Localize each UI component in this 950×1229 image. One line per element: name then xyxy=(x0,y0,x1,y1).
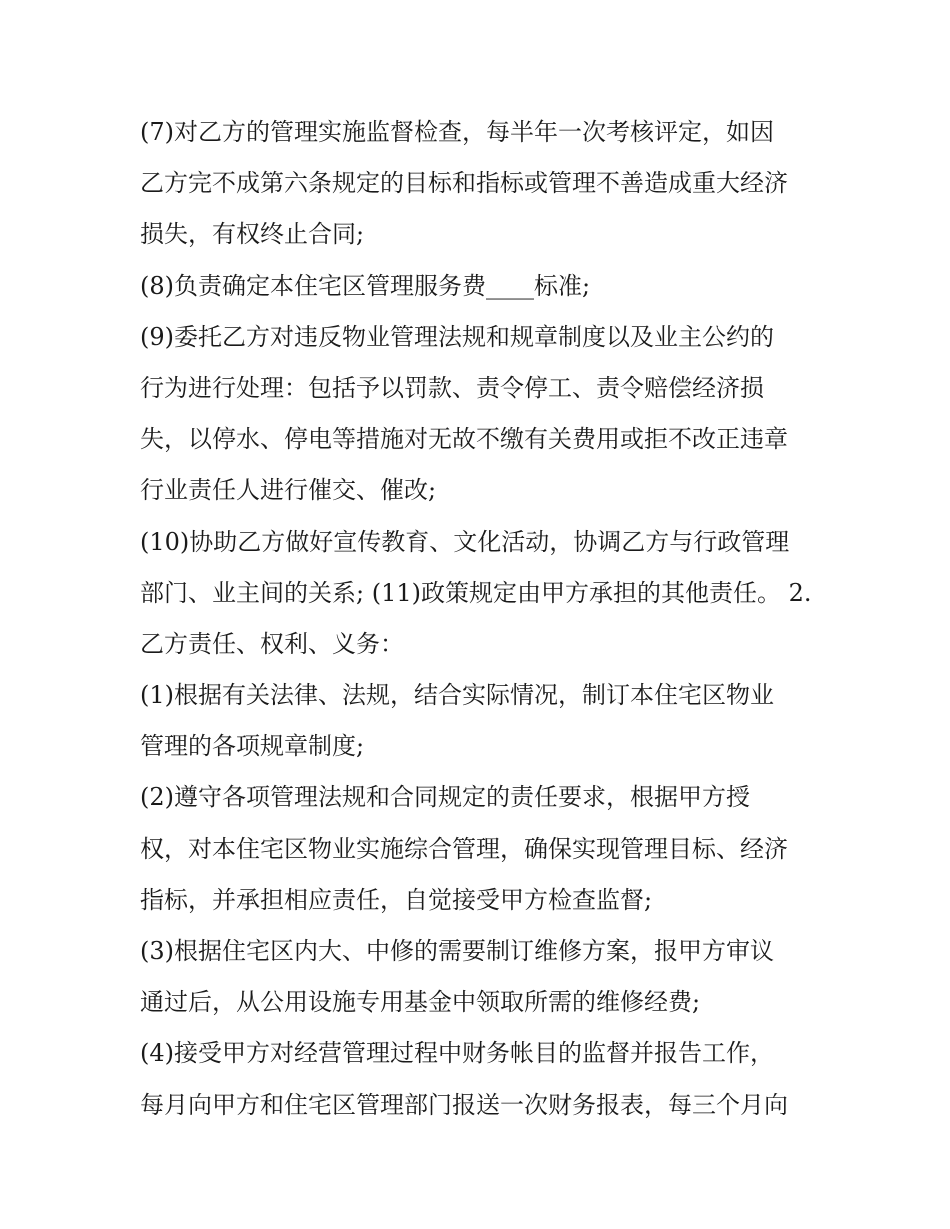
text-line: 失，以停水、停电等措施对无故不缴有关费用或拒不改正违章 xyxy=(140,425,788,454)
text-line: 部门、业主间的关系; (11)政策规定由甲方承担的其他责任。 2. xyxy=(140,578,812,607)
text-line: 行为进行处理：包括予以罚款、责令停工、责令赔偿经济损 xyxy=(140,373,764,402)
text-line: (10)协助乙方做好宣传教育、文化活动，协调乙方与行政管理 xyxy=(140,527,790,556)
text-line: 损失，有权终止合同; xyxy=(140,220,365,249)
text-line: (9)委托乙方对违反物业管理法规和规章制度以及业主公约的 xyxy=(140,322,774,351)
text-line: 指标，并承担相应责任，自觉接受甲方检查监督; xyxy=(140,885,653,914)
text-line: 乙方完不成第六条规定的目标和指标或管理不善造成重大经济 xyxy=(140,169,788,198)
text-line: 行业责任人进行催交、催改; xyxy=(140,476,437,505)
contract-text-block xyxy=(140,107,820,1131)
text-line: (2)遵守各项管理法规和合同规定的责任要求，根据甲方授 xyxy=(140,783,750,812)
text-line: 每月向甲方和住宅区管理部门报送一次财务报表，每三个月向 xyxy=(140,1090,788,1119)
text-line: (1)根据有关法律、法规，结合实际情况，制订本住宅区物业 xyxy=(140,681,774,710)
text-line: 权，对本住宅区物业实施综合管理，确保实现管理目标、经济 xyxy=(140,834,788,863)
text-line: (3)根据住宅区内大、中修的需要制订维修方案，报甲方审议 xyxy=(140,937,774,965)
text-line: 管理的各项规章制度; xyxy=(140,732,365,761)
text-line: (8)负责确定本住宅区管理服务费____标准; xyxy=(140,271,591,300)
text-line: (7)对乙方的管理实施监督检查，每半年一次考核评定，如因 xyxy=(140,118,774,146)
text-line: (4)接受甲方对经营管理过程中财务帐目的监督并报告工作， xyxy=(140,1039,774,1068)
text-line: 通过后，从公用设施专用基金中领取所需的维修经费; xyxy=(140,988,701,1017)
text-line: 乙方责任、权利、义务： xyxy=(140,629,404,658)
